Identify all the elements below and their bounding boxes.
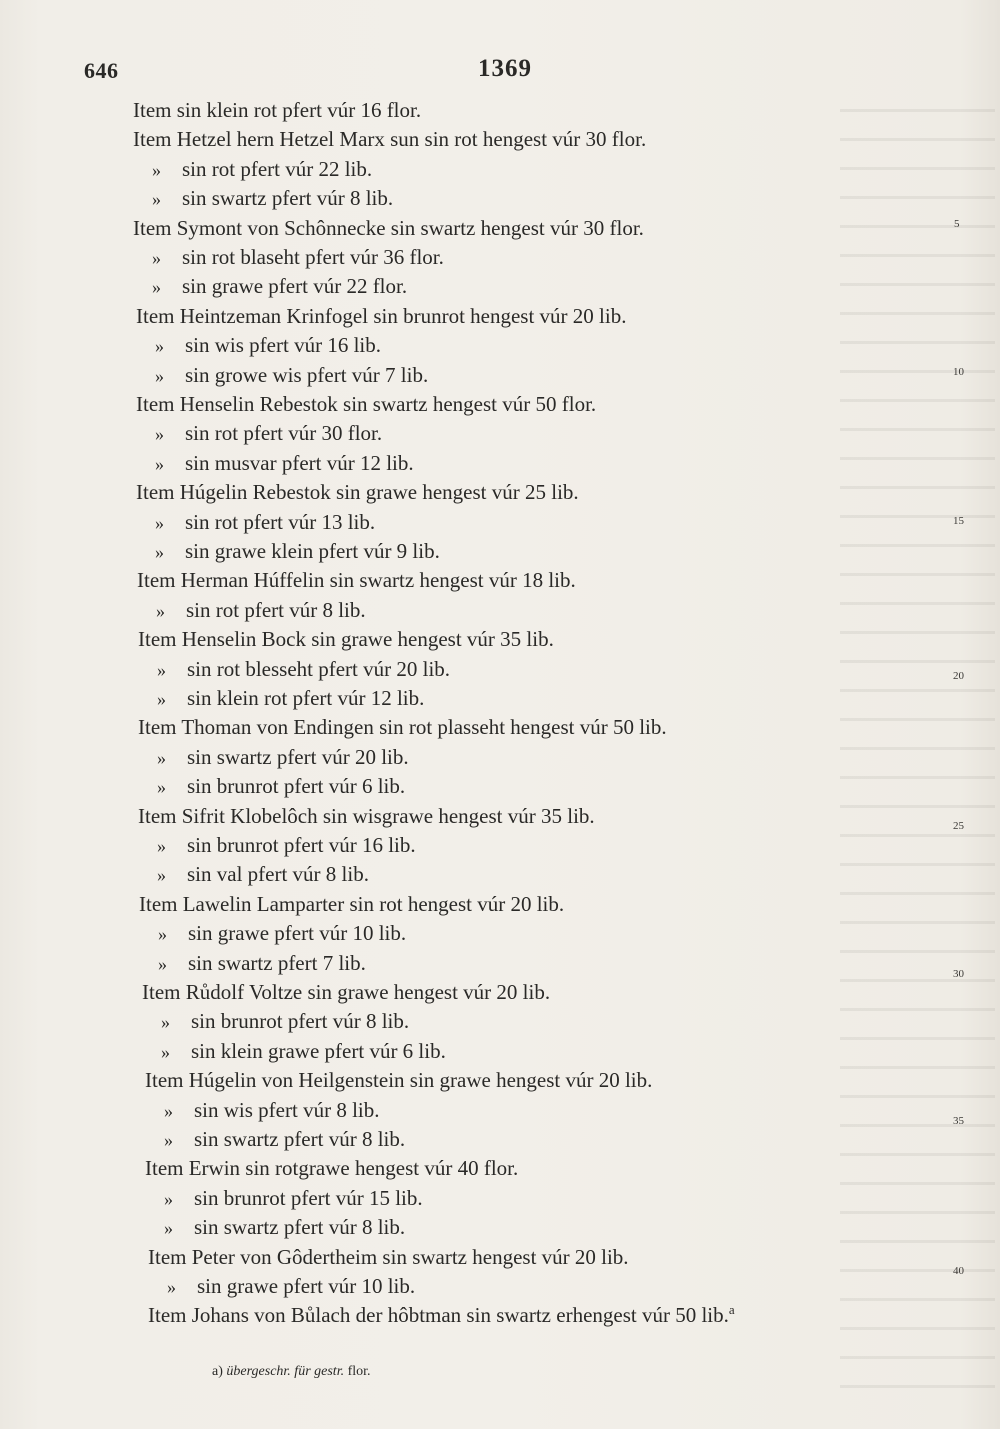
ditto-mark: » [156,600,165,621]
line-text: sin grawe pfert vúr 10 lib. [188,921,407,946]
continuation-line [157,657,450,682]
ditto-mark: » [155,365,164,386]
line-text: Item Thoman von Endingen sin rot plasseht hengest vúr 50 lib. [138,715,667,740]
line-text: sin klein grawe pfert vúr 6 lib. [191,1038,446,1063]
line-text: sin swartz pfert vúr 20 lib. [187,744,409,769]
continuation-line [164,1098,379,1123]
page-number: 646 [84,58,119,83]
line-text: sin growe wis pfert vúr 7 lib. [185,362,429,387]
ditto-mark: » [155,424,164,445]
bleed-through-text [840,95,995,1395]
line-text: sin rot pfert vúr 30 flor. [185,421,383,446]
item-line [148,1303,735,1327]
ditto-mark: » [157,777,166,798]
item-line [138,804,595,828]
continuation-line [157,745,409,770]
item-line [145,1068,652,1092]
item-line [133,98,421,122]
item-line [139,892,564,916]
footnote-reference: a [728,1302,735,1318]
line-text: sin wis pfert vúr 16 lib. [185,333,381,358]
footnote [212,1364,371,1380]
line-text: sin brunrot pfert vúr 6 lib. [187,774,406,799]
item-line [138,627,554,651]
continuation-line [156,598,366,623]
continuation-line [155,363,428,388]
line-text: sin swartz pfert vúr 8 lib. [194,1127,406,1151]
line-text: Item Růdolf Voltze sin grawe hengest vúr 20 lib. [142,980,551,1004]
line-text: Item Heintzeman Krinfogel sin brunrot hengest vúr 20 lib. [136,303,627,328]
continuation-line [167,1274,415,1299]
continuation-line [155,539,440,564]
continuation-line [158,951,366,976]
continuation-line [152,186,393,211]
footnote-italic: übergeschr. für gestr. [226,1364,345,1379]
line-number: 25 [953,820,964,832]
line-number: 40 [953,1265,964,1277]
line-text: sin rot pfert vúr 8 lib. [186,597,366,622]
ditto-mark: » [157,689,166,709]
continuation-line [161,1039,446,1064]
continuation-line [152,274,407,299]
item-line [138,715,667,739]
continuation-line [155,451,414,476]
continuation-line [155,333,381,358]
line-text: sin swartz pfert vúr 8 lib. [182,186,394,211]
footnote-label: a) [212,1364,223,1379]
line-text: sin rot pfert vúr 22 lib. [182,156,373,181]
ditto-mark: » [158,924,167,945]
line-text: sin rot pfert vúr 13 lib. [185,509,376,534]
page-year-heading: 1369 [478,55,532,82]
ditto-mark: » [167,1277,176,1297]
item-line [133,127,646,151]
ditto-mark: » [157,747,166,768]
line-text: sin brunrot pfert vúr 8 lib. [191,1009,410,1034]
line-text: sin grawe pfert vúr 22 flor. [182,274,408,299]
ditto-mark: » [155,453,164,474]
ditto-mark: » [152,189,161,210]
continuation-line [158,921,406,946]
line-text: Item Húgelin von Heilgenstein sin grawe hengest vúr 20 lib. [145,1068,653,1093]
line-text: Item Húgelin Rebestok sin grawe hengest vúr 25 lib. [136,480,579,505]
line-text: Item Symont von Schônnecke sin swartz hengest vúr 30 flor. [133,215,644,240]
continuation-line [157,774,405,799]
line-text: Item Erwin sin rotgrawe hengest vúr 40 flor. [145,1156,519,1181]
item-line [133,216,644,240]
item-line [137,568,576,592]
item-line [136,480,579,504]
ditto-mark: » [157,836,166,856]
line-text: Item sin klein rot pfert vúr 16 flor. [133,98,422,122]
line-text: sin rot blesseht pfert vúr 20 lib. [187,656,451,681]
continuation-line [157,862,369,887]
ditto-mark: » [155,512,164,533]
item-line [142,980,550,1004]
ditto-mark: » [164,1100,173,1121]
line-number: 20 [953,670,964,682]
line-text: sin brunrot pfert vúr 15 lib. [194,1185,423,1210]
ditto-mark: » [164,1218,173,1239]
line-number: 15 [953,515,964,527]
line-text: sin val pfert vúr 8 lib. [187,862,369,887]
continuation-line [155,510,375,535]
continuation-line [155,421,382,446]
footnote-text: flor. [347,1364,371,1379]
continuation-line [152,157,372,182]
continuation-line [164,1215,405,1240]
line-text: Item Lawelin Lamparter sin rot hengest vúr 20 lib. [139,891,565,916]
line-text: sin brunrot pfert vúr 16 lib. [187,833,416,857]
ditto-mark: » [157,659,166,680]
line-text: sin wis pfert vúr 8 lib. [194,1097,380,1122]
line-number: 5 [954,218,960,230]
ditto-mark: » [152,248,161,268]
line-number: 35 [953,1115,964,1127]
line-text: Item Hetzel hern Hetzel Marx sun sin rot hengest vúr 30 flor. [133,127,647,152]
line-text: sin swartz pfert 7 lib. [188,950,366,975]
item-line [148,1245,629,1269]
continuation-line [157,686,424,711]
line-text: Item Henselin Bock sin grawe hengest vúr 35 lib. [138,627,554,652]
line-text: sin swartz pfert vúr 8 lib. [194,1215,406,1240]
line-text: Item Johans von Bůlach der hôbtman sin swartz erhengest vúr 50 lib. [148,1303,729,1328]
ditto-mark: » [155,542,164,562]
line-text: Item Henselin Rebestok sin swartz hengest vúr 50 flor. [136,392,597,416]
ditto-mark: » [161,1012,170,1033]
continuation-line [157,833,416,858]
line-text: Item Herman Húffelin sin swartz hengest vúr 18 lib. [137,568,576,593]
line-text: Item Sifrit Klobelôch sin wisgrawe hengest vúr 35 lib. [138,803,595,828]
ditto-mark: » [152,159,161,180]
ditto-mark: » [155,336,164,357]
item-line [136,304,626,328]
continuation-line [164,1127,405,1152]
line-text: sin rot blaseht pfert vúr 36 flor. [182,245,444,269]
continuation-line [164,1186,423,1211]
continuation-line [152,245,444,270]
line-text: sin klein rot pfert vúr 12 lib. [187,686,425,710]
ditto-mark: » [164,1130,173,1150]
item-line [136,392,596,416]
ditto-mark: » [161,1041,170,1062]
line-text: sin grawe pfert vúr 10 lib. [197,1274,416,1298]
ditto-mark: » [158,953,167,974]
line-number: 10 [953,366,964,378]
line-number: 30 [953,968,964,980]
item-line [145,1156,518,1180]
line-text: sin grawe klein pfert vúr 9 lib. [185,539,440,563]
ditto-mark: » [164,1188,173,1209]
line-text: Item Peter von Gôdertheim sin swartz hengest vúr 20 lib. [148,1244,629,1269]
line-text: sin musvar pfert vúr 12 lib. [185,450,414,475]
ditto-mark: » [157,865,166,886]
ditto-mark: » [152,277,161,298]
continuation-line [161,1009,409,1034]
